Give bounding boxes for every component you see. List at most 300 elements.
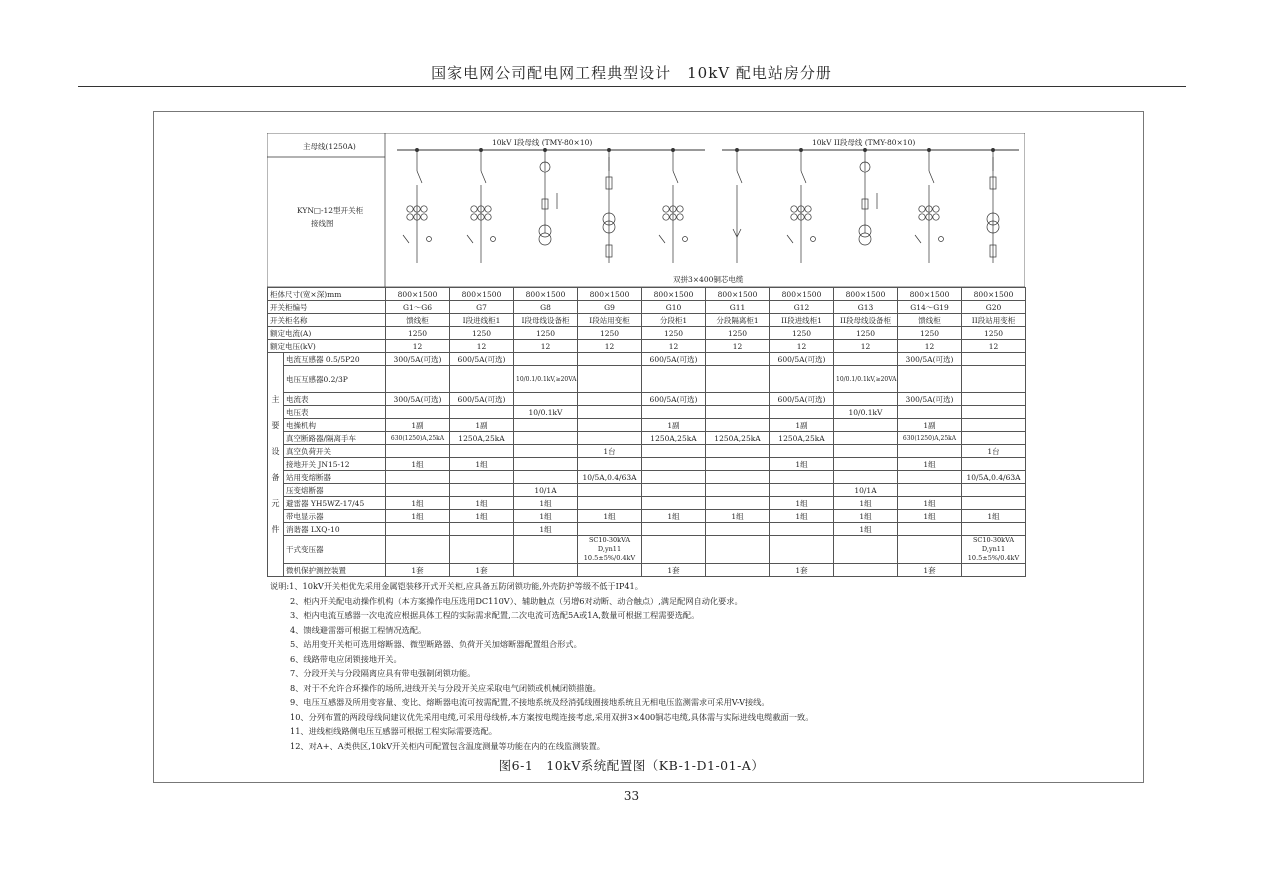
table-cell: 1250	[514, 327, 578, 340]
table-cell	[386, 366, 450, 393]
live-indicator	[939, 237, 944, 242]
table-cell: 630(1250)A,25kA	[386, 432, 450, 445]
table-cell: 800×1500	[962, 288, 1026, 301]
table-cell: 1组	[514, 510, 578, 523]
table-cell	[386, 484, 450, 497]
table-cell	[898, 523, 962, 536]
row-label: 带电显示器	[284, 510, 386, 523]
table-cell: 1组	[450, 497, 514, 510]
table-cell	[898, 471, 962, 484]
table-cell: 800×1500	[642, 288, 706, 301]
table-cell: 10/0.1/0.1kV,≥20VA	[834, 366, 898, 393]
table-cell	[386, 536, 450, 564]
table-cell	[642, 523, 706, 536]
table-cell	[578, 393, 642, 406]
table-cell: 800×1500	[386, 288, 450, 301]
row-label: 开关柜编号	[268, 301, 386, 314]
earth-switch	[403, 235, 409, 243]
table-cell: 1250A,25kA	[770, 432, 834, 445]
table-cell: 800×1500	[450, 288, 514, 301]
note-line: 8、对于不允许合环操作的场所,进线开关与分段开关应采取电气闭锁或机械闭锁措施。	[290, 682, 601, 693]
table-cell	[514, 458, 578, 471]
bus1-label: 10kV I段母线 (TMY-80×10)	[492, 138, 593, 147]
table-cell: 1组	[706, 510, 770, 523]
ct-coil	[421, 206, 427, 212]
note-line: 10、分列布置的两段母线间建议优先采用电缆,可采用母线桥,本方案按电缆连接考虑,采用双拼3×400铜芯电缆,具体需与实际进线电缆截面一致。	[290, 711, 814, 722]
ct-coil	[485, 206, 491, 212]
table-row	[268, 432, 1026, 445]
table-cell: 10/0.1kV	[834, 406, 898, 419]
table-row	[268, 353, 1026, 366]
table-cell: 12	[706, 340, 770, 353]
table-cell	[834, 536, 898, 564]
table-row	[268, 288, 1026, 301]
table-cell: 馈线柜	[386, 314, 450, 327]
table-cell	[578, 353, 642, 366]
table-cell: 1副	[450, 419, 514, 432]
table-row	[268, 536, 1026, 564]
table-cell: 10/5A,0.4/63A	[578, 471, 642, 484]
ct-coil	[805, 206, 811, 212]
bus-node	[991, 148, 994, 151]
table-cell	[770, 523, 834, 536]
table-cell: I段进线柜1	[450, 314, 514, 327]
table-cell	[962, 497, 1026, 510]
table-cell: 600/5A(可选)	[642, 393, 706, 406]
table-cell	[450, 366, 514, 393]
table-cell	[578, 419, 642, 432]
table-cell	[642, 471, 706, 484]
wiring-sheet	[267, 133, 1025, 575]
table-cell	[706, 419, 770, 432]
table-cell: 分段柜1	[642, 314, 706, 327]
table-cell: 1组	[834, 523, 898, 536]
table-cell: 1250	[706, 327, 770, 340]
table-row	[268, 458, 1026, 471]
ct-coil	[791, 214, 797, 220]
table-cell: G7	[450, 301, 514, 314]
table-cell: 600/5A(可选)	[642, 353, 706, 366]
table-cell: 800×1500	[834, 288, 898, 301]
note-line: 说明:1、10kV开关柜优先采用金属铠装移开式开关柜,应具备五防闭锁功能,外壳防护等级不低于IP41。	[270, 581, 643, 591]
ct-coil	[933, 206, 939, 212]
ct-coil	[919, 214, 925, 220]
table-cell: 1250A,25kA	[642, 432, 706, 445]
table-cell	[450, 471, 514, 484]
row-label: 真空断路器/隔离手车	[284, 432, 386, 445]
page-number: 33	[623, 789, 640, 803]
config-table	[267, 287, 1026, 577]
table-cell	[898, 484, 962, 497]
ct-coil	[933, 214, 939, 220]
row-label: 额定电流(A)	[268, 327, 386, 340]
figure-caption: 图6-1 10kV系统配置图（KB-1-D1-01-A）	[498, 758, 765, 773]
table-cell: 1250	[578, 327, 642, 340]
row-label: 站用变熔断器	[284, 471, 386, 484]
switch-blade	[801, 171, 806, 183]
table-cell: 1组	[834, 510, 898, 523]
row-label: 开关柜名称	[268, 314, 386, 327]
table-cell: 1组	[578, 510, 642, 523]
table-cell: 馈线柜	[898, 314, 962, 327]
header-rule	[78, 86, 1186, 87]
table-cell: 300/5A(可选)	[898, 353, 962, 366]
table-row	[268, 471, 1026, 484]
table-cell: 1套	[898, 564, 962, 577]
table-cell	[642, 536, 706, 564]
table-cell	[962, 564, 1026, 577]
table-cell	[578, 523, 642, 536]
table-cell: 1组	[450, 510, 514, 523]
row-label: 电流互感器 0.5/5P20	[284, 353, 386, 366]
table-cell	[706, 471, 770, 484]
ct-coil	[677, 206, 683, 212]
table-cell	[450, 445, 514, 458]
note-line: 2、柜内开关配电动操作机构（本方案操作电压选用DC110V）、辅助触点（另增6对动断、动合触点）,满足配网自动化要求。	[290, 595, 743, 606]
table-cell: 1组	[386, 458, 450, 471]
table-cell	[578, 406, 642, 419]
table-cell: 12	[898, 340, 962, 353]
switch-blade	[929, 171, 934, 183]
table-cell: 10/0.1kV	[514, 406, 578, 419]
row-label: 电压表	[284, 406, 386, 419]
table-cell: 1组	[386, 510, 450, 523]
table-cell: G14～G19	[898, 301, 962, 314]
ct-coil	[407, 214, 413, 220]
table-cell: 1副	[642, 419, 706, 432]
table-cell	[962, 419, 1026, 432]
table-cell	[578, 564, 642, 577]
live-indicator	[491, 237, 496, 242]
table-cell	[834, 471, 898, 484]
note-line: 6、线路带电应闭锁接地开关。	[290, 653, 402, 664]
table-cell	[706, 536, 770, 564]
table-cell: G8	[514, 301, 578, 314]
table-cell	[706, 484, 770, 497]
table-cell	[386, 445, 450, 458]
table-cell: 1250	[834, 327, 898, 340]
table-cell	[834, 458, 898, 471]
bus-node	[671, 148, 674, 151]
table-cell	[450, 406, 514, 419]
table-cell	[642, 406, 706, 419]
table-cell: 1组	[834, 497, 898, 510]
row-label: 电压互感器0.2/3P	[284, 366, 386, 393]
table-cell: 分段隔离柜1	[706, 314, 770, 327]
side-label-char: 件	[271, 524, 280, 534]
table-cell: 630(1250)A,25kA	[898, 432, 962, 445]
table-cell	[514, 564, 578, 577]
table-cell: 1组	[898, 497, 962, 510]
bus-node	[927, 148, 930, 151]
bus-node	[543, 148, 546, 151]
table-cell: G12	[770, 301, 834, 314]
table-cell: 12	[578, 340, 642, 353]
note-line: 5、站用变开关柜可选用熔断器、微型断路器、负荷开关加熔断器配置组合形式。	[290, 639, 582, 649]
side-label-char: 备	[271, 472, 280, 482]
bus-node	[799, 148, 802, 151]
note-line: 4、馈线避雷器可根据工程情况选配。	[290, 624, 427, 635]
table-cell: 10/1A	[514, 484, 578, 497]
table-row	[268, 445, 1026, 458]
table-cell: 12	[514, 340, 578, 353]
note-line: 9、电压互感器及所用变容量、变比、熔断器电流可按需配置,不接地系统及经消弧线圈接地系统且无相电压监测需求可采用V-V接线。	[290, 697, 770, 707]
table-cell	[514, 536, 578, 564]
table-cell	[578, 497, 642, 510]
table-cell: SC10-30kVA D,yn11 10.5±5%/0.4kV	[578, 536, 642, 564]
table-cell: 12	[962, 340, 1026, 353]
table-cell: 10/1A	[834, 484, 898, 497]
table-cell	[514, 432, 578, 445]
note-line: 3、柜内电流互感器一次电流应根据具体工程的实际需求配置,二次电流可选配5A或1A,数量可根据工程需要选配。	[290, 610, 700, 620]
table-cell: 1组	[770, 510, 834, 523]
table-cell: 1250	[898, 327, 962, 340]
row-label: 真空负荷开关	[284, 445, 386, 458]
ct-coil	[471, 214, 477, 220]
table-cell: 600/5A(可选)	[770, 353, 834, 366]
table-cell	[706, 564, 770, 577]
table-row	[268, 484, 1026, 497]
ct-coil	[471, 206, 477, 212]
table-cell: 800×1500	[770, 288, 834, 301]
table-cell	[514, 353, 578, 366]
table-cell: 1250	[962, 327, 1026, 340]
table-cell	[898, 536, 962, 564]
bus2-label: 10kV II段母线 (TMY-80×10)	[812, 138, 916, 147]
ct-coil	[919, 206, 925, 212]
row-label: 接地开关 JN15-12	[284, 458, 386, 471]
ct-coil	[407, 206, 413, 212]
live-indicator	[811, 237, 816, 242]
table-cell: G20	[962, 301, 1026, 314]
table-cell	[578, 366, 642, 393]
table-cell: 1组	[962, 510, 1026, 523]
table-cell: 1250	[386, 327, 450, 340]
table-cell: 10/0.1/0.1kV,≥20VA	[514, 366, 578, 393]
table-cell	[450, 484, 514, 497]
table-row	[268, 497, 1026, 510]
table-cell: 1台	[962, 445, 1026, 458]
table-cell	[706, 445, 770, 458]
row-label: 电流表	[284, 393, 386, 406]
table-row	[268, 340, 1026, 353]
table-row	[268, 393, 1026, 406]
table-cell: 1组	[450, 458, 514, 471]
table-cell	[642, 366, 706, 393]
row-label: 干式变压器	[284, 536, 386, 564]
table-cell: 600/5A(可选)	[450, 393, 514, 406]
table-cell: 1组	[898, 458, 962, 471]
table-cell: 800×1500	[898, 288, 962, 301]
table-cell: 1副	[770, 419, 834, 432]
table-cell: 1副	[898, 419, 962, 432]
live-indicator	[683, 237, 688, 242]
table-cell	[770, 471, 834, 484]
table-cell: 1套	[450, 564, 514, 577]
table-row	[268, 314, 1026, 327]
bus-node	[415, 148, 418, 151]
table-cell	[834, 445, 898, 458]
table-cell: 1组	[770, 458, 834, 471]
table-cell	[514, 471, 578, 484]
table-cell	[450, 536, 514, 564]
table-cell	[770, 406, 834, 419]
row-label: 电操机构	[284, 419, 386, 432]
table-cell: SC10-30kVA D,yn11 10.5±5%/0.4kV	[962, 536, 1026, 564]
table-cell	[386, 523, 450, 536]
table-cell	[962, 366, 1026, 393]
table-cell: G1～G6	[386, 301, 450, 314]
bus-node	[735, 148, 738, 151]
ct-coil	[485, 214, 491, 220]
table-cell: 600/5A(可选)	[770, 393, 834, 406]
table-cell: I段母线设备柜	[514, 314, 578, 327]
ct-coil	[421, 214, 427, 220]
pt-winding	[859, 233, 871, 245]
diagram-border	[267, 133, 1025, 287]
table-row	[268, 301, 1026, 314]
ct-coil	[805, 214, 811, 220]
table-cell: 12	[770, 340, 834, 353]
table-cell: 1250A,25kA	[706, 432, 770, 445]
table-cell	[962, 353, 1026, 366]
table-cell	[706, 366, 770, 393]
ct-coil	[663, 214, 669, 220]
side-label-char: 设	[271, 446, 280, 456]
switch-blade	[481, 171, 486, 183]
ct-coil	[791, 206, 797, 212]
table-cell: 1台	[578, 445, 642, 458]
table-cell	[578, 458, 642, 471]
notes-block	[270, 579, 1050, 753]
live-indicator	[427, 237, 432, 242]
table-cell: 1组	[898, 510, 962, 523]
table-cell: 800×1500	[578, 288, 642, 301]
table-cell: G11	[706, 301, 770, 314]
table-cell	[706, 406, 770, 419]
table-cell	[962, 484, 1026, 497]
feeder-circuits	[403, 148, 999, 263]
table-cell: G9	[578, 301, 642, 314]
table-cell	[898, 406, 962, 419]
table-row	[268, 564, 1026, 577]
earth-switch	[467, 235, 473, 243]
table-cell: 1250A,25kA	[450, 432, 514, 445]
main-bus-label: 主母线(1250A)	[303, 142, 356, 151]
table-cell: 1250	[770, 327, 834, 340]
table-cell	[962, 432, 1026, 445]
table-cell: 1组	[770, 497, 834, 510]
table-cell: 300/5A(可选)	[386, 353, 450, 366]
table-cell	[514, 445, 578, 458]
table-cell	[706, 393, 770, 406]
table-cell	[834, 419, 898, 432]
switch-blade	[737, 171, 742, 183]
table-cell: 1套	[386, 564, 450, 577]
table-cell	[706, 523, 770, 536]
table-cell: 1组	[514, 497, 578, 510]
table-row	[268, 366, 1026, 393]
table-cell	[386, 471, 450, 484]
table-row	[268, 523, 1026, 536]
table-cell: 1套	[642, 564, 706, 577]
table-row	[268, 510, 1026, 523]
pt-winding	[539, 233, 551, 245]
table-cell: 1副	[386, 419, 450, 432]
row-label: 避雷器 YH5WZ-17/45	[284, 497, 386, 510]
table-cell	[706, 458, 770, 471]
ct-coil	[677, 214, 683, 220]
table-cell	[642, 458, 706, 471]
table-cell	[770, 366, 834, 393]
row-label: 压变熔断器	[284, 484, 386, 497]
kyn-wiring-label: 接线图	[311, 219, 334, 228]
table-cell: 300/5A(可选)	[898, 393, 962, 406]
note-line: 12、对A+、A类供区,10kV开关柜内可配置包含温度测量等功能在内的在线监测装置。	[290, 740, 605, 751]
table-cell	[770, 484, 834, 497]
table-cell	[386, 406, 450, 419]
side-label-char: 要	[271, 420, 280, 430]
table-cell	[642, 484, 706, 497]
switch-blade	[417, 171, 422, 183]
table-cell: 12	[450, 340, 514, 353]
table-cell	[514, 419, 578, 432]
earth-switch	[659, 235, 665, 243]
table-cell: 1250	[642, 327, 706, 340]
table-cell	[450, 523, 514, 536]
cable-label: 双拼3×400铜芯电缆	[673, 275, 744, 284]
table-cell: G13	[834, 301, 898, 314]
table-cell	[898, 366, 962, 393]
table-cell	[578, 432, 642, 445]
note-line: 11、进线柜线路侧电压互感器可根据工程实际需要选配。	[290, 726, 497, 736]
table-cell: 800×1500	[514, 288, 578, 301]
table-cell: 12	[642, 340, 706, 353]
table-cell	[962, 406, 1026, 419]
table-cell	[514, 393, 578, 406]
switch-blade	[673, 171, 678, 183]
table-cell: 800×1500	[706, 288, 770, 301]
table-cell	[898, 445, 962, 458]
table-cell	[834, 564, 898, 577]
table-cell: 1组	[642, 510, 706, 523]
side-label-char: 元	[271, 498, 280, 508]
row-label: 额定电压(kV)	[268, 340, 386, 353]
table-row	[268, 327, 1026, 340]
table-cell: 10/5A,0.4/63A	[962, 471, 1026, 484]
table-cell	[834, 353, 898, 366]
table-cell	[642, 497, 706, 510]
row-label: 微机保护测控装置	[284, 564, 386, 577]
table-cell	[770, 445, 834, 458]
table-cell: II段母线设备柜	[834, 314, 898, 327]
table-cell	[834, 432, 898, 445]
table-row	[268, 406, 1026, 419]
wiring-diagram	[267, 133, 1025, 287]
table-cell: 1套	[770, 564, 834, 577]
table-cell: 300/5A(可选)	[386, 393, 450, 406]
earth-switch	[915, 235, 921, 243]
table-cell: 1250	[450, 327, 514, 340]
table-cell: II段站用变柜	[962, 314, 1026, 327]
table-cell: G10	[642, 301, 706, 314]
bus-node	[863, 148, 866, 151]
main-equipment-side-label	[268, 353, 284, 577]
bus-node	[479, 148, 482, 151]
table-row	[268, 419, 1026, 432]
page-header-title: 国家电网公司配电网工程典型设计 10kV 配电站房分册	[431, 64, 832, 82]
table-cell	[642, 445, 706, 458]
